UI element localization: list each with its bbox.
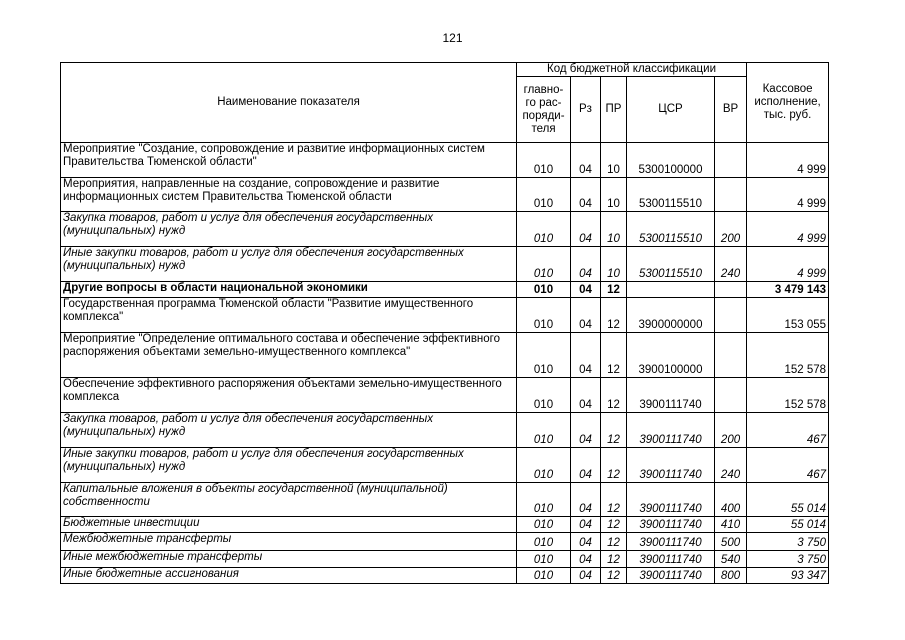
row-sum: 4 999 <box>747 178 829 212</box>
row-glav: 010 <box>517 517 571 533</box>
row-sum: 467 <box>747 448 829 483</box>
row-pr: 12 <box>601 282 627 298</box>
row-glav: 010 <box>517 298 571 333</box>
table-row <box>61 178 829 212</box>
row-glav: 010 <box>517 551 571 568</box>
row-name: Государственная программа Тюменской области "Развитие имущественного комплекса" <box>61 298 517 333</box>
row-sum: 153 055 <box>747 298 829 333</box>
row-glav: 010 <box>517 448 571 483</box>
row-vr: 240 <box>715 448 747 483</box>
row-name: Иные межбюджетные трансферты <box>61 551 517 568</box>
row-csr: 5300115510 <box>627 212 715 247</box>
header-rz: Рз <box>571 77 601 143</box>
row-glav: 010 <box>517 178 571 212</box>
row-pr: 12 <box>601 517 627 533</box>
row-glav: 010 <box>517 282 571 298</box>
row-sum: 55 014 <box>747 483 829 517</box>
row-glav: 010 <box>517 378 571 413</box>
row-csr: 3900111740 <box>627 533 715 551</box>
row-vr <box>715 143 747 178</box>
row-rz: 04 <box>571 517 601 533</box>
row-rz: 04 <box>571 247 601 282</box>
row-sum: 4 999 <box>747 143 829 178</box>
row-pr: 12 <box>601 333 627 378</box>
row-name: Обеспечение эффективного распоряжения объектами земельно-имущественного комплекса <box>61 378 517 413</box>
row-csr: 3900111740 <box>627 551 715 568</box>
row-vr: 540 <box>715 551 747 568</box>
row-glav: 010 <box>517 212 571 247</box>
row-vr: 240 <box>715 247 747 282</box>
row-rz: 04 <box>571 143 601 178</box>
row-pr: 10 <box>601 143 627 178</box>
row-csr: 3900100000 <box>627 333 715 378</box>
table-row <box>61 517 829 533</box>
row-rz: 04 <box>571 483 601 517</box>
row-name: Бюджетные инвестиции <box>61 517 517 533</box>
row-vr <box>715 333 747 378</box>
row-name: Закупка товаров, работ и услуг для обеспечения государственных (муниципальных) нужд <box>61 212 517 247</box>
row-vr: 200 <box>715 413 747 448</box>
row-vr: 400 <box>715 483 747 517</box>
table-row <box>61 298 829 333</box>
table-row <box>61 448 829 483</box>
row-name: Закупка товаров, работ и услуг для обеспечения государственных (муниципальных) нужд <box>61 413 517 448</box>
row-vr <box>715 298 747 333</box>
row-pr: 10 <box>601 178 627 212</box>
table-row <box>61 282 829 298</box>
row-rz: 04 <box>571 448 601 483</box>
row-name: Мероприятие "Создание, сопровождение и развитие информационных систем Правительства Тюменской области" <box>61 143 517 178</box>
budget-table <box>60 62 829 584</box>
header-pr: ПР <box>601 77 627 143</box>
row-pr: 12 <box>601 533 627 551</box>
row-glav: 010 <box>517 533 571 551</box>
row-csr: 3900111740 <box>627 517 715 533</box>
row-glav: 010 <box>517 143 571 178</box>
row-vr <box>715 178 747 212</box>
header-name: Наименование показателя <box>61 63 517 143</box>
row-pr: 12 <box>601 413 627 448</box>
row-csr <box>627 282 715 298</box>
row-csr: 3900111740 <box>627 568 715 584</box>
row-sum: 3 479 143 <box>747 282 829 298</box>
row-sum: 93 347 <box>747 568 829 584</box>
table-row <box>61 333 829 378</box>
row-csr: 3900111740 <box>627 483 715 517</box>
table-row <box>61 533 829 551</box>
table-row <box>61 551 829 568</box>
table-row <box>61 378 829 413</box>
row-rz: 04 <box>571 298 601 333</box>
row-name: Капитальные вложения в объекты государственной (муниципальной) собственности <box>61 483 517 517</box>
header-sum: Кассовое исполнение, тыс. руб. <box>747 63 829 143</box>
table-row <box>61 413 829 448</box>
row-name: Иные закупки товаров, работ и услуг для обеспечения государственных (муниципальных) нужд <box>61 448 517 483</box>
row-sum: 55 014 <box>747 517 829 533</box>
row-sum: 152 578 <box>747 333 829 378</box>
table-body <box>61 143 829 584</box>
table-row <box>61 483 829 517</box>
row-sum: 467 <box>747 413 829 448</box>
table-row <box>61 247 829 282</box>
row-pr: 10 <box>601 212 627 247</box>
row-glav: 010 <box>517 568 571 584</box>
row-glav: 010 <box>517 333 571 378</box>
row-rz: 04 <box>571 333 601 378</box>
table-row <box>61 212 829 247</box>
table-header <box>61 63 829 143</box>
row-vr <box>715 378 747 413</box>
table-row <box>61 568 829 584</box>
row-rz: 04 <box>571 533 601 551</box>
header-csr: ЦСР <box>627 77 715 143</box>
header-vr: ВР <box>715 77 747 143</box>
row-rz: 04 <box>571 568 601 584</box>
row-name: Иные бюджетные ассигнования <box>61 568 517 584</box>
header-glav: главно-го рас-поряди-теля <box>517 77 571 143</box>
page-number: 121 <box>442 31 463 45</box>
row-csr: 3900111740 <box>627 413 715 448</box>
row-csr: 3900111740 <box>627 378 715 413</box>
table-row <box>61 143 829 178</box>
row-vr: 200 <box>715 212 747 247</box>
row-sum: 4 999 <box>747 247 829 282</box>
row-rz: 04 <box>571 282 601 298</box>
row-vr: 800 <box>715 568 747 584</box>
header-code-group: Код бюджетной классификации <box>517 63 747 77</box>
row-name: Иные закупки товаров, работ и услуг для обеспечения государственных (муниципальных) нужд <box>61 247 517 282</box>
row-sum: 4 999 <box>747 212 829 247</box>
row-glav: 010 <box>517 483 571 517</box>
row-rz: 04 <box>571 178 601 212</box>
row-rz: 04 <box>571 378 601 413</box>
row-csr: 5300115510 <box>627 178 715 212</box>
row-rz: 04 <box>571 413 601 448</box>
row-vr: 500 <box>715 533 747 551</box>
row-name: Мероприятия, направленные на создание, сопровождение и развитие информационных систем Правительства Тюменской области <box>61 178 517 212</box>
row-pr: 12 <box>601 298 627 333</box>
row-csr: 5300115510 <box>627 247 715 282</box>
row-csr: 3900000000 <box>627 298 715 333</box>
row-sum: 3 750 <box>747 533 829 551</box>
row-name: Мероприятие "Определение оптимального состава и обеспечение эффективного распоряжения объектами земельно-имущественного комплекса" <box>61 333 517 378</box>
row-name: Межбюджетные трансферты <box>61 533 517 551</box>
row-csr: 3900111740 <box>627 448 715 483</box>
row-pr: 12 <box>601 551 627 568</box>
row-sum: 152 578 <box>747 378 829 413</box>
row-sum: 3 750 <box>747 551 829 568</box>
row-glav: 010 <box>517 247 571 282</box>
row-pr: 12 <box>601 568 627 584</box>
row-name: Другие вопросы в области национальной экономики <box>61 282 517 298</box>
row-pr: 12 <box>601 483 627 517</box>
row-pr: 12 <box>601 378 627 413</box>
row-pr: 12 <box>601 448 627 483</box>
row-csr: 5300100000 <box>627 143 715 178</box>
row-rz: 04 <box>571 551 601 568</box>
row-rz: 04 <box>571 212 601 247</box>
row-pr: 10 <box>601 247 627 282</box>
row-glav: 010 <box>517 413 571 448</box>
row-vr: 410 <box>715 517 747 533</box>
row-vr <box>715 282 747 298</box>
